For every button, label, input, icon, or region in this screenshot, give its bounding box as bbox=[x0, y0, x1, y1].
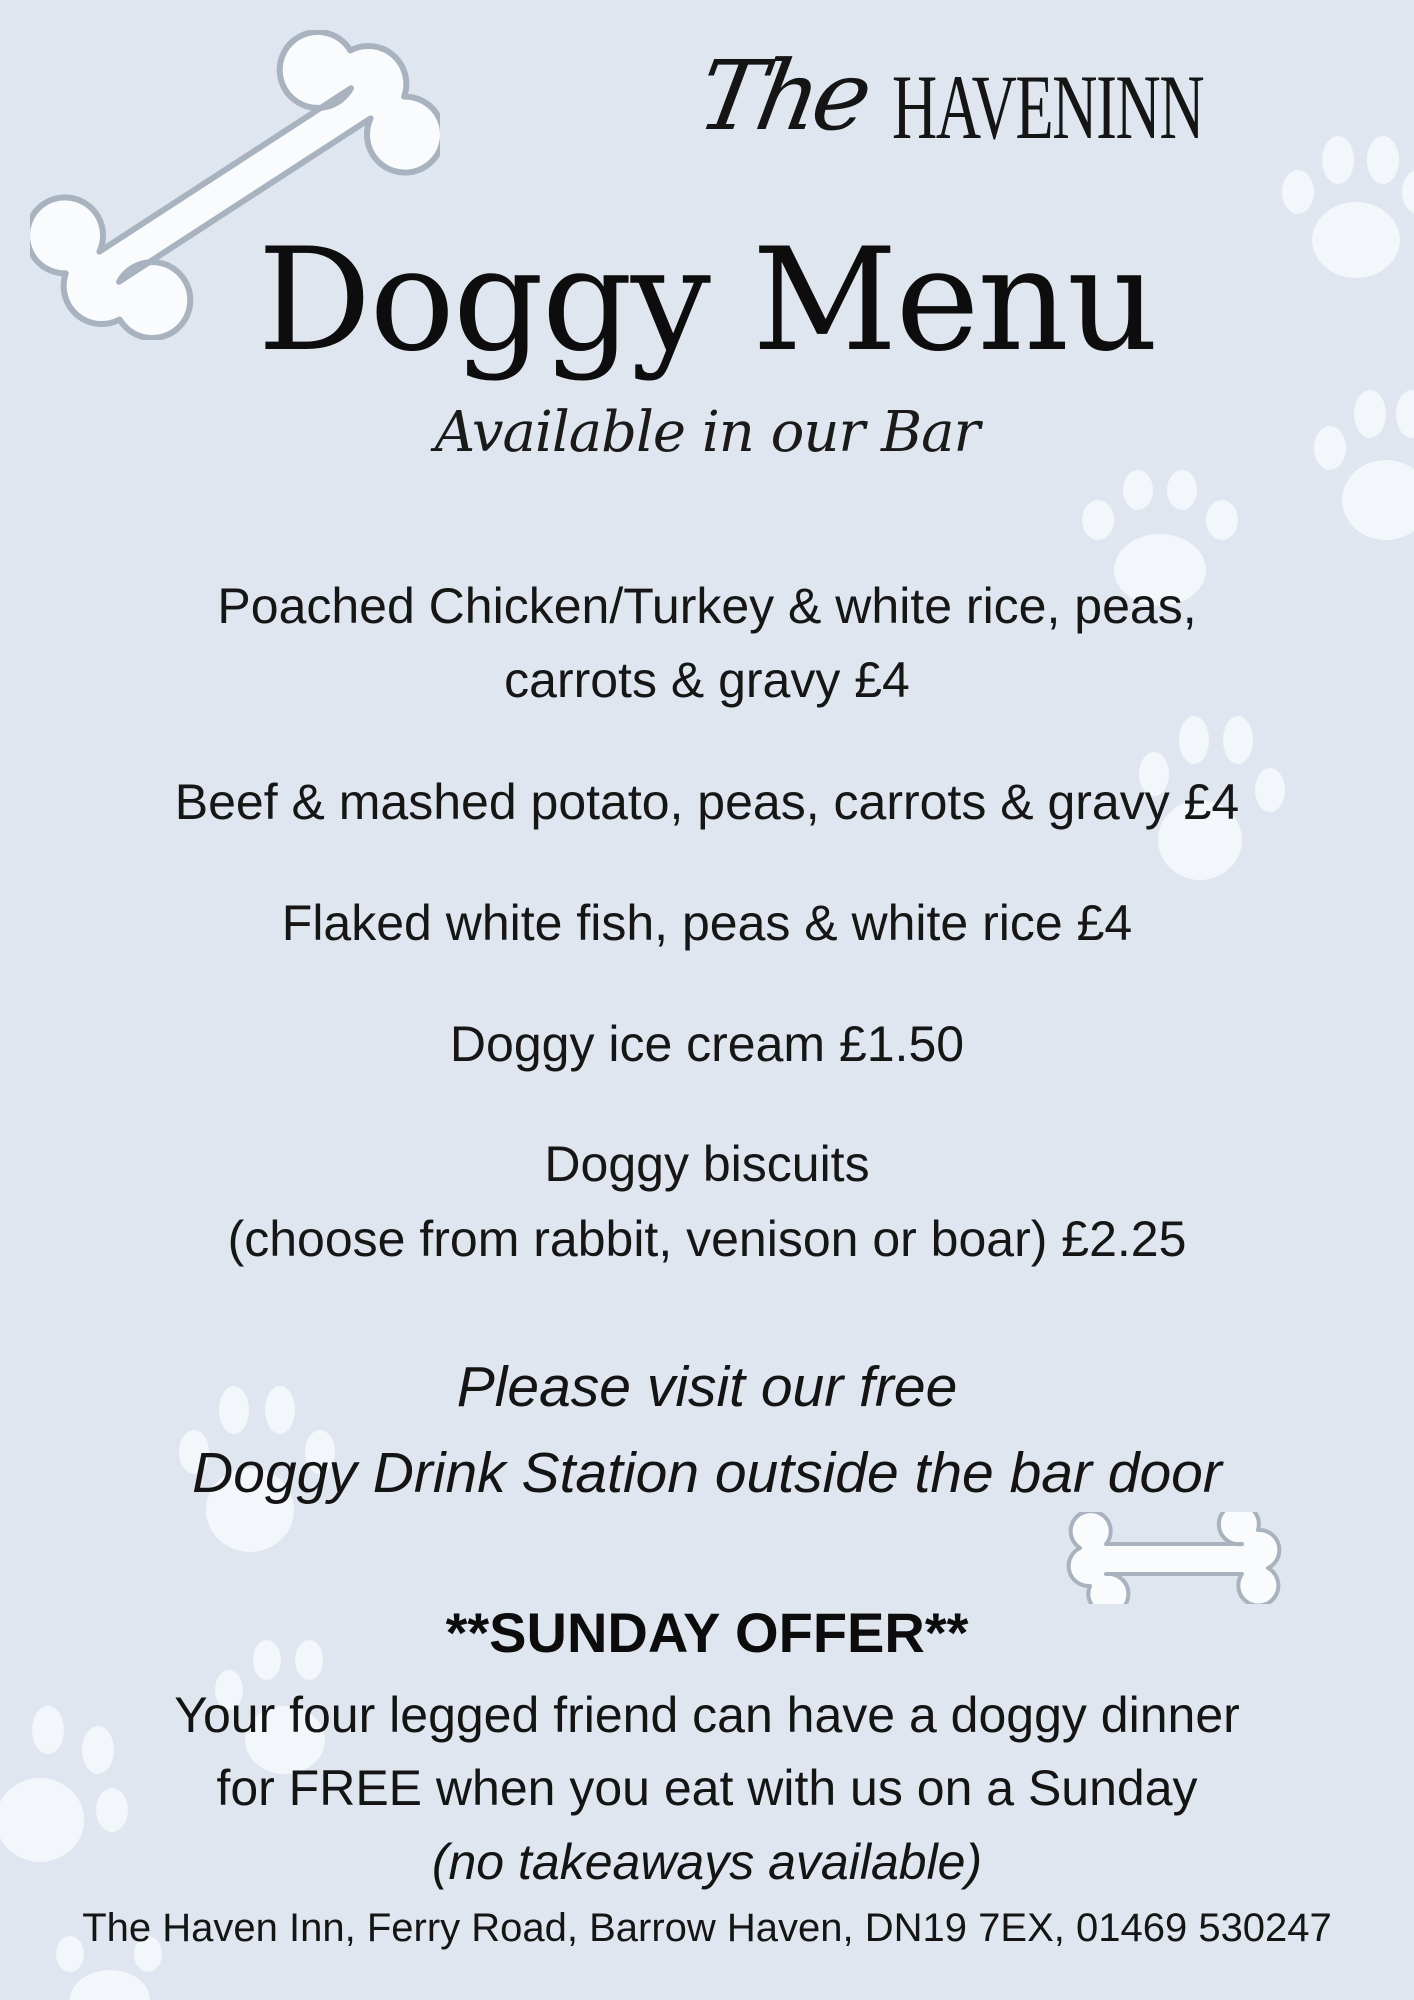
menu-item-line: Doggy ice cream £1.50 bbox=[449, 1016, 965, 1072]
offer-text: Your four legged friend can have a doggy dinner bbox=[174, 1687, 1240, 1743]
menu-item-line: (choose from rabbit, venison or boar) £2.25 bbox=[227, 1211, 1187, 1267]
menu-item-line: Beef & mashed potato, peas, carrots & gravy £4 bbox=[174, 774, 1240, 830]
page-title: Doggy Menu bbox=[257, 218, 1157, 383]
menu-item-line: Flaked white fish, peas & white rice £4 bbox=[281, 895, 1133, 951]
menu-item-line: carrots & gravy £4 bbox=[504, 652, 910, 708]
offer-note: (no takeaways available) bbox=[431, 1834, 983, 1890]
page-subtitle: Available in our Bar bbox=[434, 400, 980, 465]
footer-address: The Haven Inn, Ferry Road, Barrow Haven, DN19 7EX, 01469 530247 bbox=[82, 1906, 1332, 1950]
menu-item-line: Poached Chicken/Turkey & white rice, peas, bbox=[217, 578, 1197, 634]
logo-name: HAVENINN bbox=[892, 56, 1204, 158]
drink-station-notice: Doggy Drink Station outside the bar door bbox=[192, 1441, 1222, 1505]
logo-the-script: The bbox=[690, 40, 875, 152]
brand-logo bbox=[690, 40, 1320, 160]
drink-station-notice: Please visit our free bbox=[456, 1355, 958, 1419]
offer-text: for FREE when you eat with us on a Sunday bbox=[216, 1760, 1198, 1816]
bone-icon bbox=[1062, 1512, 1286, 1604]
offer-heading: **SUNDAY OFFER** bbox=[445, 1601, 969, 1664]
menu-item-line: Doggy biscuits bbox=[544, 1136, 870, 1192]
